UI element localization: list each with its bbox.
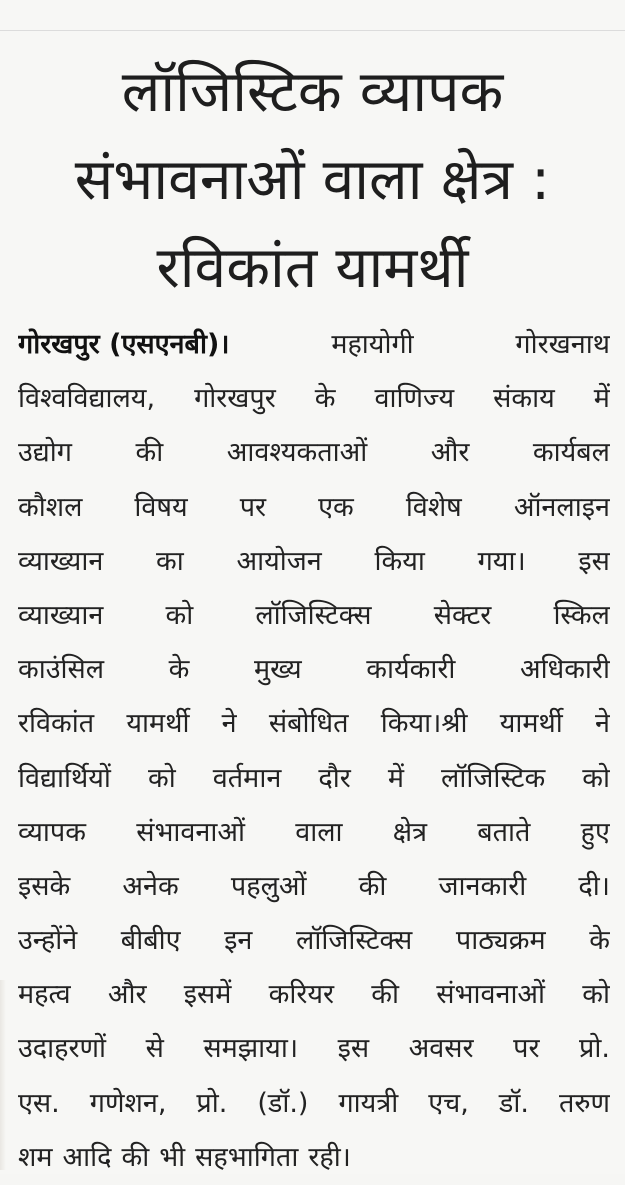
- top-divider: [0, 30, 625, 31]
- article-word: अनेक: [122, 870, 179, 902]
- article-word: को: [165, 599, 194, 631]
- article-word: तरुण: [558, 1087, 610, 1119]
- article-word: स्किल: [553, 599, 610, 631]
- article-word: इस: [578, 545, 610, 577]
- article-word: गोरखनाथ: [515, 329, 610, 360]
- dateline: गोरखपुर (एसएनबी)।: [18, 329, 230, 360]
- article-word: हुए: [580, 816, 610, 848]
- article-word: एक: [318, 491, 354, 523]
- paper-fold-shadow: [0, 980, 6, 1170]
- article-word: की: [121, 1141, 150, 1173]
- article-word: के: [589, 925, 610, 957]
- article-line: [18, 752, 610, 806]
- article-word: ऑनलाइन: [513, 491, 610, 523]
- article-body: [18, 318, 610, 1185]
- article-line: [18, 318, 610, 372]
- article-line: [18, 589, 610, 643]
- article-word: भी: [159, 1141, 186, 1173]
- article-line: [18, 426, 610, 480]
- article-word: इस: [337, 1033, 370, 1065]
- article-word: के: [168, 654, 190, 686]
- article-word: कार्यबल: [532, 437, 610, 469]
- article-word: वाणिज्य: [374, 383, 455, 415]
- article-word: संकाय: [493, 383, 555, 415]
- article-word: ने: [594, 708, 610, 740]
- article-line: [18, 372, 610, 426]
- article-line: [18, 1022, 610, 1076]
- article-word: किया: [374, 545, 425, 577]
- article-word: यामर्थी: [126, 708, 190, 740]
- article-word: गणेशन,: [89, 1087, 167, 1119]
- article-word: प्रो.: [196, 1087, 228, 1119]
- article-word: को: [582, 762, 610, 794]
- article-word: यामर्थी: [499, 708, 563, 740]
- article-word: वर्तमान: [212, 762, 282, 794]
- article-word: काउंसिल: [18, 654, 105, 686]
- article-word: व्याख्यान: [18, 545, 104, 577]
- article-word: आवश्यकताओं: [226, 437, 368, 469]
- article-word: गोरखपुर: [194, 383, 276, 415]
- article-word: दी।: [578, 870, 610, 902]
- article-word: और: [107, 979, 147, 1011]
- article-word: उदाहरणों: [18, 1033, 107, 1065]
- article-word: का: [156, 545, 184, 577]
- article-word: शम: [18, 1141, 53, 1173]
- article-word: के: [314, 383, 336, 415]
- article-word: इसमें: [183, 979, 232, 1011]
- article-word: की: [135, 437, 164, 469]
- headline-line-1: लॉजिस्टिक व्यापक: [121, 59, 504, 125]
- article-word: से: [145, 1033, 164, 1065]
- headline-line-3: रविकांत यामर्थी: [156, 235, 469, 301]
- article-word: महत्व: [18, 979, 71, 1011]
- article-word: जानकारी: [438, 870, 527, 902]
- article-word: पाठ्यक्रम: [455, 925, 546, 957]
- article-word: को: [147, 762, 176, 794]
- article-word: ने: [221, 708, 237, 740]
- article-word: समझाया।: [203, 1033, 299, 1065]
- article-word: कौशल: [18, 491, 83, 523]
- article-word: लॉजिस्टिक: [441, 762, 546, 794]
- article-word: बताते: [477, 816, 531, 848]
- article-word: किया।श्री: [380, 708, 468, 740]
- article-word: सहभागिता: [195, 1141, 299, 1173]
- article-line: [18, 1077, 610, 1131]
- article-word: में: [593, 383, 610, 415]
- article-word: दौर: [318, 762, 351, 794]
- article-word: एच,: [428, 1087, 469, 1119]
- article-word: प्रो.: [579, 1033, 610, 1065]
- article-word: अधिकारी: [519, 654, 610, 686]
- article-word: एस.: [18, 1087, 60, 1119]
- article-word: व्याख्यान: [18, 599, 104, 631]
- article-word: मुख्य: [254, 654, 302, 686]
- article-word: डॉ.: [498, 1087, 529, 1119]
- article-word: करियर: [268, 979, 335, 1011]
- article-word: विश्वविद्यालय,: [18, 383, 156, 415]
- article-word: की: [371, 979, 400, 1011]
- article-word: विद्यार्थियों: [18, 762, 111, 794]
- article-word: आयोजन: [236, 545, 322, 577]
- article-line: [18, 968, 610, 1022]
- article-word: महायोगी: [331, 329, 414, 360]
- article-word: उद्योग: [18, 437, 72, 469]
- article-word: व्यापक: [18, 816, 86, 848]
- article-word: लॉजिस्टिक्स: [255, 599, 372, 631]
- article-word: (डॉ.): [257, 1087, 309, 1119]
- article-word: इन: [224, 925, 253, 957]
- article-word: की: [358, 870, 387, 902]
- article-word: पर: [239, 491, 267, 523]
- article-word: लॉजिस्टिक्स: [296, 925, 413, 957]
- article-word: विषय: [134, 491, 188, 523]
- article-word: संभावनाओं: [436, 979, 546, 1011]
- article-line: [18, 535, 610, 589]
- article-line: [18, 914, 610, 968]
- article-word: पहलुओं: [230, 870, 307, 902]
- article-word: इसके: [18, 870, 71, 902]
- article-word: रविकांत: [18, 708, 95, 740]
- article-word: कार्यकारी: [366, 654, 456, 686]
- article-word: गायत्री: [338, 1087, 399, 1119]
- article-word: संबोधित: [268, 708, 349, 740]
- article-word: और: [430, 437, 470, 469]
- article-word: अवसर: [408, 1033, 474, 1065]
- article-word: क्षेत्र: [392, 816, 428, 848]
- article-word: आदि: [62, 1141, 112, 1173]
- article-word: संभावनाओं: [136, 816, 245, 848]
- article-line: [18, 481, 610, 535]
- article-word: रही।: [308, 1141, 351, 1173]
- headline-line-2: संभावनाओं वाला क्षेत्र :: [74, 147, 551, 213]
- article-line: [18, 806, 610, 860]
- article-word: सेक्टर: [433, 599, 492, 631]
- article-line: [18, 1131, 610, 1185]
- article-word: में: [387, 762, 404, 794]
- article-word: उन्होंने: [18, 925, 78, 957]
- article-word: गया।: [477, 545, 526, 577]
- article-line: [18, 697, 610, 751]
- article-word: विशेष: [405, 491, 462, 523]
- article-line: [18, 643, 610, 697]
- article-headline: [0, 48, 625, 312]
- article-word: पर: [513, 1033, 540, 1065]
- article-word: बीबीए: [120, 925, 181, 957]
- article-word: को: [582, 979, 610, 1011]
- article-word: वाला: [295, 816, 343, 848]
- article-line: [18, 860, 610, 914]
